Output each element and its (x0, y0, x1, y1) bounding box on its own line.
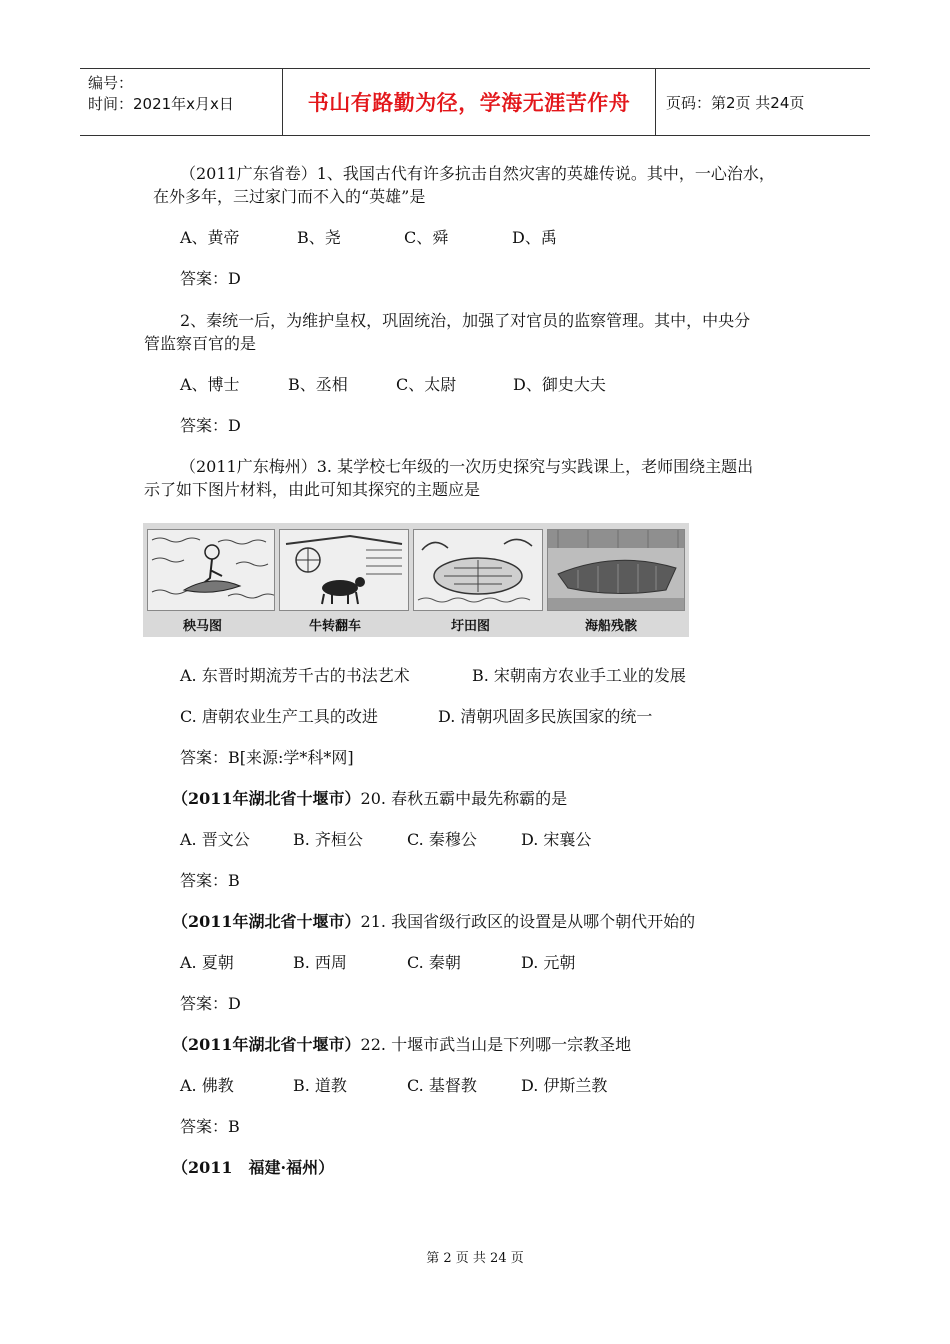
q20-option-a: A. 晋文公 (180, 830, 250, 849)
code-label: 编号： (88, 74, 134, 92)
q21-option-c: C. 秦朝 (407, 953, 461, 972)
q22-option-a: A. 佛教 (180, 1076, 234, 1095)
q1-option-b: B、尧 (297, 228, 341, 247)
q3-answer: 答案：B[来源:学*科*网] (180, 748, 354, 767)
q21-text: 21. 我国省级行政区的设置是从哪个朝代开始的 (360, 912, 696, 931)
time-label: 时间：2021年x月x日 (88, 95, 234, 113)
q3-figure (143, 523, 689, 637)
q1-line1: （2011广东省卷）1、我国古代有许多抗击自然灾害的英雄传说。其中，一心治水， (180, 164, 775, 183)
q3-options-row1 (180, 665, 686, 687)
q3-line1: （2011广东梅州）3. 某学校七年级的一次历史探究与实践课上，老师围绕主题出 (180, 457, 754, 476)
page-header (80, 68, 870, 136)
q3-line2: 示了如下图片材料，由此可知其探究的主题应是 (144, 480, 481, 499)
q20-option-b: B. 齐桓公 (293, 830, 363, 849)
header-motto: 书山有路勤为径，学海无涯苦作舟 (283, 69, 656, 135)
q1-option-d: D、禹 (512, 228, 557, 247)
header-meta (80, 69, 283, 135)
caption-polder-field: 圩田图 (451, 619, 491, 634)
q22-text: 22. 十堰市武当山是下列哪一宗教圣地 (360, 1035, 632, 1054)
q3-options-row2 (180, 706, 652, 728)
q2-line2: 管监察百官的是 (144, 334, 257, 353)
q22-source: （2011年湖北省十堰市） (172, 1035, 361, 1054)
q2-option-b: B、丞相 (288, 375, 348, 394)
caption-ship-wreck: 海船残骸 (585, 619, 638, 634)
q1-line2: 在外多年，三过家门而不入的“英雄”是 (153, 187, 426, 206)
ox-waterwheel-woodcut-image (279, 529, 409, 611)
yangma-woodcut-image (147, 529, 275, 611)
q2-options (180, 374, 606, 396)
caption-ox-waterwheel: 牛转翻车 (309, 619, 362, 634)
q1-answer: 答案：D (180, 269, 241, 288)
q21-source: （2011年湖北省十堰市） (172, 912, 361, 931)
q20-options (180, 829, 591, 851)
q20-option-c: C. 秦穆公 (407, 830, 477, 849)
q2-line1: 2、秦统一后，为维护皇权，巩固统治，加强了对官员的监察管理。其中，中央分 (180, 311, 751, 330)
polder-field-woodcut-image (413, 529, 543, 611)
caption-yangma: 秧马图 (183, 619, 223, 634)
q22-options (180, 1075, 607, 1097)
q3-option-a: A. 东晋时期流芳千古的书法艺术 (180, 666, 410, 685)
q21-option-b: B. 西周 (293, 953, 347, 972)
q3-option-d: D. 清朝巩固多民族国家的统一 (438, 707, 653, 726)
q2-option-d: D、御史大夫 (513, 375, 606, 394)
header-page-info: 页码：第2页 共24页 (666, 93, 805, 112)
page-footer: 第 2 页 共 24 页 (426, 1251, 524, 1266)
q1-option-a: A、黄帝 (180, 228, 240, 247)
q22-option-d: D. 伊斯兰教 (521, 1076, 608, 1095)
q22-stem (172, 1034, 631, 1056)
q22-answer: 答案：B (180, 1117, 240, 1136)
ship-wreck-photo-image (547, 529, 685, 611)
q20-text: 20. 春秋五霸中最先称霸的是 (360, 789, 568, 808)
q20-option-d: D. 宋襄公 (521, 830, 592, 849)
q1-options (180, 227, 557, 249)
q22-option-b: B. 道教 (293, 1076, 347, 1095)
q22-option-c: C. 基督教 (407, 1076, 477, 1095)
q21-stem (172, 911, 695, 933)
q21-options (180, 952, 575, 974)
q1-option-c: C、舜 (404, 228, 449, 247)
q20-stem (172, 788, 567, 810)
q2-option-c: C、太尉 (396, 375, 457, 394)
q21-answer: 答案：D (180, 994, 241, 1013)
q2-option-a: A、博士 (180, 375, 240, 394)
q20-answer: 答案：B (180, 871, 240, 890)
next-question-source: （2011 福建·福州） (172, 1158, 335, 1177)
q3-option-c: C. 唐朝农业生产工具的改进 (180, 707, 378, 726)
q3-option-b: B. 宋朝南方农业手工业的发展 (472, 666, 686, 685)
q20-source: （2011年湖北省十堰市） (172, 789, 361, 808)
q21-option-a: A. 夏朝 (180, 953, 234, 972)
q21-option-d: D. 元朝 (521, 953, 576, 972)
q2-answer: 答案：D (180, 416, 241, 435)
